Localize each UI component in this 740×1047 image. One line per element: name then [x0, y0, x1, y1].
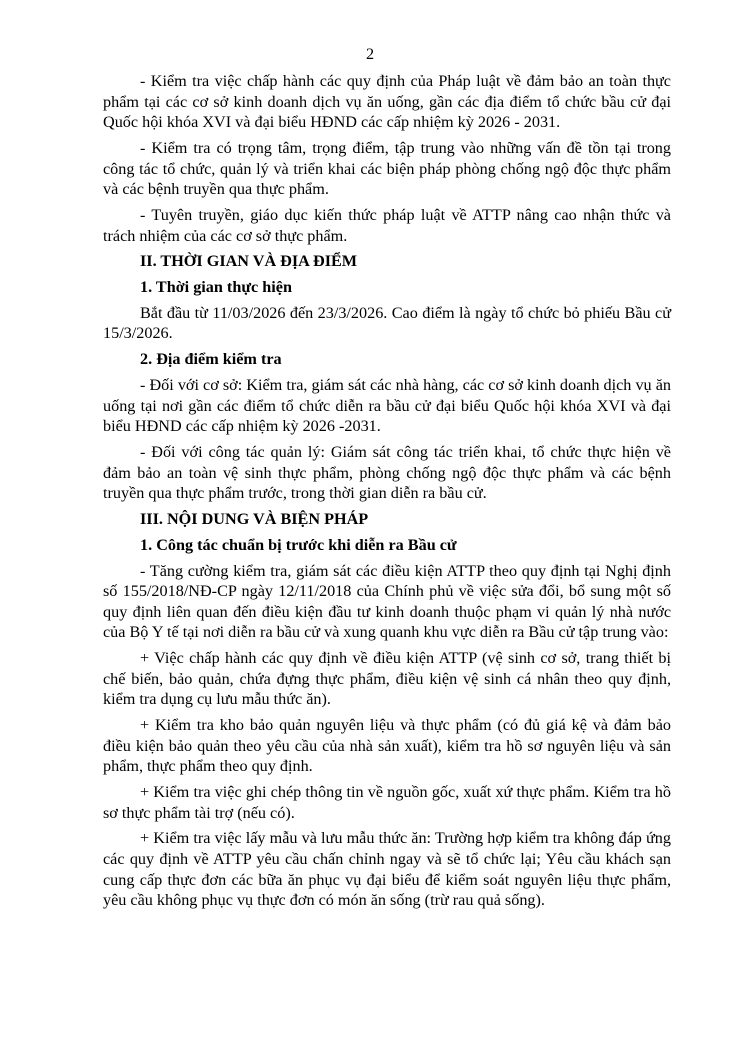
page-number: 2	[365, 45, 375, 63]
paragraph: - Tăng cường kiểm tra, giám sát các điều kiện ATTP theo quy định tại Nghị định số 155/2018/NĐ-CP ngày 12/11/2018 của Chính phủ về việc sửa đổi, bổ sung một số quy định liên quan đến điều kiện đầu tư kinh doanh thuộc phạm vi quản lý nhà nước của Bộ Y tế tại nơi diễn ra bầu cử và xung quanh khu vực diễn ra Bầu cử tập trung vào:	[103, 561, 671, 642]
document-body	[103, 71, 671, 916]
subsection-heading: 1. Thời gian thực hiện	[140, 278, 292, 297]
subsection-heading: 1. Công tác chuẩn bị trước khi diễn ra Bầu cử	[140, 535, 457, 554]
list-item: + Kiểm tra việc lấy mẫu và lưu mẫu thức ăn: Trường hợp kiểm tra không đáp ứng các quy định về ATTP yêu cầu chấn chỉnh ngay và sẽ tổ chức lại; Yêu cầu khách sạn cung cấp thực đơn các bữa ăn phục vụ đại biểu để kiểm soát nguyên liệu thực phẩm, yêu cầu không phục vụ thực đơn có món ăn sống (trừ rau quả sống).	[103, 829, 671, 910]
paragraph: - Đối với cơ sở: Kiểm tra, giám sát các nhà hàng, các cơ sở kinh doanh dịch vụ ăn uống tại nơi gần các điểm tổ chức diễn ra bầu cử đại biểu Quốc hội khóa XVI và đại biểu HĐND các cấp nhiệm kỳ 2026 -2031.	[103, 376, 671, 436]
paragraph: - Đối với công tác quản lý: Giám sát công tác triển khai, tổ chức thực hiện về đảm bảo an toàn vệ sinh thực phẩm, phòng chống ngộ độc thực phẩm và các bệnh truyền qua thực phẩm trước, trong thời gian diễn ra bầu cử.	[103, 443, 671, 503]
paragraph: - Tuyên truyền, giáo dục kiến thức pháp luật về ATTP nâng cao nhận thức và trách nhiệm của các cơ sở thực phẩm.	[103, 205, 671, 245]
section-heading-3: III. NỘI DUNG VÀ BIỆN PHÁP	[140, 509, 369, 528]
paragraph: Bắt đầu từ 11/03/2026 đến 23/3/2026. Cao điểm là ngày tổ chức bỏ phiếu Bầu cử 15/3/2026.	[103, 303, 671, 343]
list-item: + Việc chấp hành các quy định về điều kiện ATTP (vệ sinh cơ sở, trang thiết bị chế biến, bảo quản, chứa đựng thực phẩm, điều kiện vệ sinh cá nhân theo quy định, kiểm tra dụng cụ lưu mẫu thức ăn).	[103, 649, 671, 709]
list-item: + Kiểm tra việc ghi chép thông tin về nguồn gốc, xuất xứ thực phẩm. Kiểm tra hồ sơ thực phẩm tài trợ (nếu có).	[103, 783, 671, 822]
subsection-heading: 2. Địa điểm kiểm tra	[140, 350, 282, 369]
list-item: + Kiểm tra kho bảo quản nguyên liệu và thực phẩm (có đủ giá kệ và đảm bảo điều kiện bảo quản theo yêu cầu của nhà sản xuất), kiểm tra hồ sơ nguyên liệu và sản phẩm, thực phẩm theo quy định.	[103, 716, 671, 776]
paragraph: - Kiểm tra có trọng tâm, trọng điểm, tập trung vào những vấn đề tồn tại trong công tác tổ chức, quản lý và triển khai các biện pháp phòng chống ngộ độc thực phẩm và các bệnh truyền qua thực phẩm.	[103, 138, 671, 199]
paragraph: - Kiểm tra việc chấp hành các quy định của Pháp luật về đảm bảo an toàn thực phẩm tại các cơ sở kinh doanh dịch vụ ăn uống, gần các địa điểm tổ chức bầu cử đại Quốc hội khóa XVI và đại biểu HĐND các cấp nhiệm kỳ 2026 - 2031.	[103, 72, 671, 132]
section-heading-2: II. THỜI GIAN VÀ ĐỊA ĐIỂM	[140, 252, 358, 271]
